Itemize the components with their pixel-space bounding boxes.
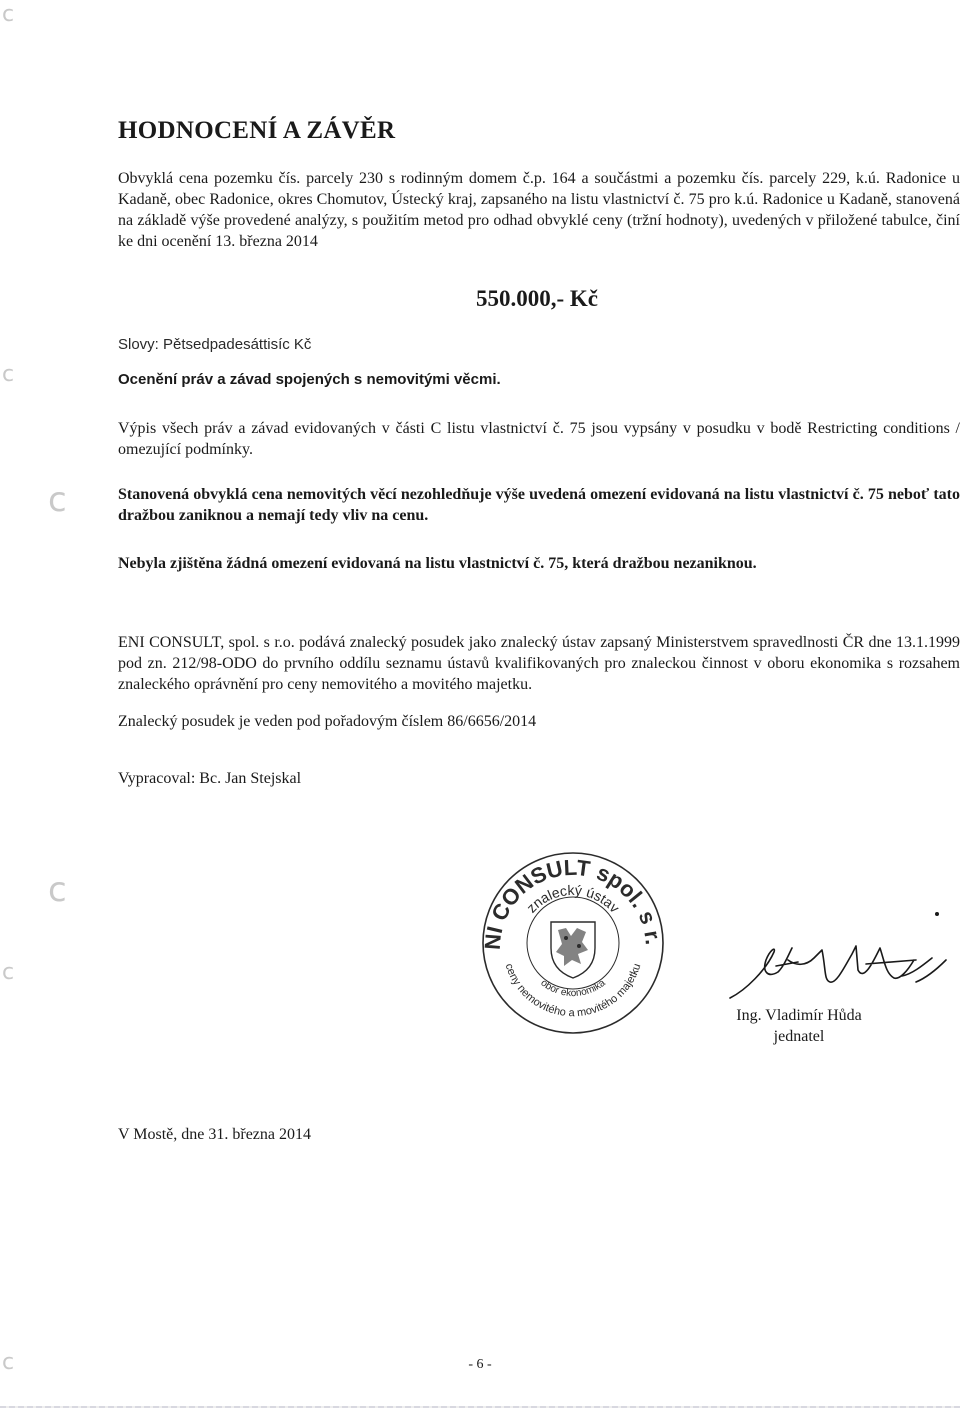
stamp-bottom-inner-text: obor ekonomika: [538, 977, 608, 1000]
scan-mark: c: [48, 480, 67, 520]
scan-mark: c: [2, 362, 15, 387]
scan-mark: c: [2, 2, 15, 27]
ink-dot: [935, 912, 939, 916]
scan-bottom-edge: [0, 1406, 960, 1408]
signer-name: Ing. Vladimír Hůda: [736, 1007, 862, 1024]
institute-paragraph: ENI CONSULT, spol. s r.o. podává znalecký posudek jako znalecký ústav zapsaný Ministerstvem spravedlnosti ČR dne 13.1.1999 pod zn. 212/98-ODO do prvního oddílu seznamu ústavů kvalifikovaných pro znaleckou činnost v oboru ekonomika s rozsahem znaleckého oprávnění pro ceny nemovitého a movitého majetku.: [118, 634, 960, 693]
price-value: 550.000,- Kč: [476, 286, 599, 311]
report-number-paragraph: Znalecký posudek je veden pod pořadovým číslem 86/6656/2014: [118, 713, 537, 730]
signer-role: jednatel: [773, 1028, 825, 1045]
prepared-by: Vypracoval: Bc. Jan Stejskal: [118, 770, 302, 787]
price-in-words: Slovy: Pětsedpadesáttisíc Kč: [118, 336, 312, 353]
rights-section-heading: Ocenění práv a závad spojených s nemovitými věcmi.: [118, 371, 501, 388]
price-note-paragraph: Stanovená obvyklá cena nemovitých věcí nezohledňuje výše uvedená omezení evidovaná na listu vlastnictví č. 75 neboť tato dražbou zaniknou a nemají tedy vliv na cenu.: [118, 486, 960, 524]
stamp-inner-text: znalecký ústav: [523, 881, 623, 916]
company-stamp: [478, 848, 668, 1038]
place-and-date: V Mostě, dne 31. března 2014: [118, 1126, 311, 1143]
no-restrictions-paragraph: Nebyla zjištěna žádná omezení evidovaná na listu vlastnictví č. 75, která dražbou nezaniknou.: [118, 555, 757, 572]
stamp-outer-text: NI CONSULT spol. s r.: [479, 854, 666, 951]
page-number: - 6 -: [468, 1357, 492, 1372]
svg-text:obor ekonomika: [538, 977, 608, 999]
stamp-bottom-text: ceny nemovitého a movitého majetku: [502, 962, 644, 1020]
signer-block: [726, 1005, 872, 1047]
scan-mark: c: [48, 870, 67, 910]
coat-of-arms-icon: [551, 922, 595, 978]
valuation-paragraph: Obvyklá cena pozemku čís. parcely 230 s rodinným domem č.p. 164 a součástmi a pozemku čís. parcely 229, k.ú. Radonice u Kadaně, obec Radonice, okres Chomutov, Ústecký kraj, zapsaného na listu vlastnictví č. 75 pro k.ú. Radonice u Kadaně, stanovená na základě výše provedené analýzy, s použitím metod pro odhad obvyklé ceny (tržní hodnoty), uvedených v přiložené tabulce, činí ke dni ocenění 13. března 2014: [118, 170, 960, 250]
scan-mark: c: [2, 960, 15, 985]
page-heading: HODNOCENÍ A ZÁVĚR: [118, 117, 396, 144]
signature: [726, 930, 956, 1010]
rights-list-paragraph: Výpis všech práv a závad evidovaných v části C listu vlastnictví č. 75 jsou vypsány v posudku v bodě Restricting conditions / omezující podmínky.: [118, 420, 960, 458]
scan-mark: c: [2, 1350, 15, 1375]
